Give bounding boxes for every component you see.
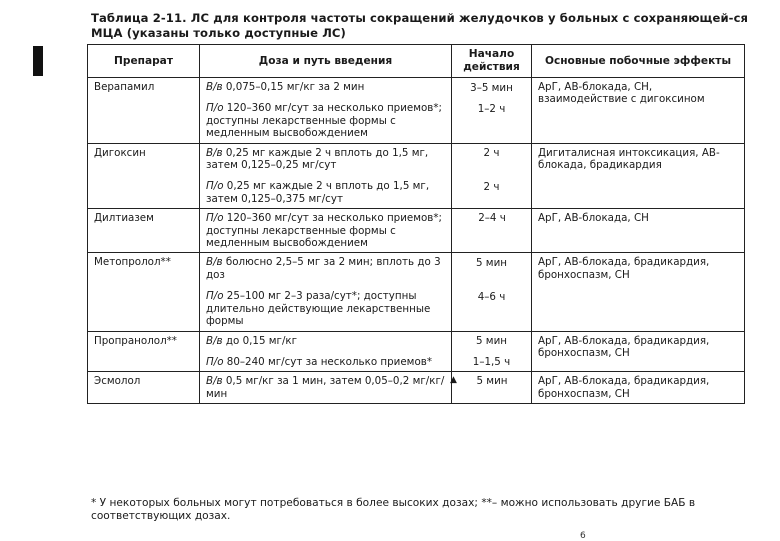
route-label: В/в [206,375,223,388]
table-row [88,331,745,372]
route-label: В/в [206,81,223,93]
route-label: В/в [206,256,223,269]
onset-value: 1–1,5 ч [472,356,511,369]
onset-value: 5 мин [476,375,508,388]
drug-table [87,44,745,404]
dose-cell [200,78,452,144]
onset-value: 2–4 ч [478,212,506,225]
dose-text: 0,075–0,15 мг/кг за 2 мин [222,81,365,93]
table-caption-text: ЛС для контроля частоты сокращений желудочков у больных с сохраняющей-ся МЦА (указаны только доступные ЛС) [91,11,749,40]
table-row [88,78,745,144]
onset-value: 3–5 мин [470,81,513,94]
dose-cell [200,253,452,331]
dose-cell [200,143,452,209]
table-caption [91,11,751,41]
dose-text: 0,25 мг каждые 2 ч вплоть до 1,5 мг, затем 0,125–0,25 мг/сут [206,146,429,172]
onset-cell [452,372,532,404]
dose-entry [206,81,446,93]
onset-cell [452,209,532,253]
dose-entry [206,102,446,139]
page-number: 6 [580,531,586,541]
table-row [88,143,745,209]
dose-entry [206,256,446,281]
dose-text: болюсно 2,5–5 мг за 2 мин; вплоть до 3 доз [206,256,441,281]
onset-value: 5 мин [475,335,508,347]
route-label: П/о [206,290,224,303]
dose-text: до 0,15 мг/кг [222,334,298,347]
dose-text: 120–360 мг/сут за несколько приемов*; доступны лекарственные формы с медленным высвобождением [206,212,442,250]
dose-text: 80–240 мг/сут за несколько приемов* [223,355,432,368]
onset-value: 2 ч [483,180,500,193]
dose-text: 0,25 мг каждые 2 ч вплоть до 1,5 мг, затем 0,125–0,375 мг/сут [206,180,430,205]
onset-value: 4–6 ч [477,290,506,303]
header-dose: Доза и путь введения [200,45,452,78]
onset-value: 2 ч [483,147,500,160]
dose-entry [206,356,446,368]
header-onset: Начало действия [452,45,532,78]
drug-cell: Пропранолол** [88,331,200,372]
dose-text: 0,5 мг/кг за 1 мин, затем 0,05–0,2 мг/кг/мин [206,375,445,400]
dose-cell [200,331,452,372]
table-row [88,209,745,253]
drug-cell: Дилтиазем [88,209,200,253]
table-footnote: * У некоторых больных могут потребоваться в более высоких дозах; **– можно использовать другие БАБ в соответствующих дозах. [91,497,696,522]
onset-value: 5 мин [475,256,508,269]
onset-cell [452,253,532,331]
dose-entry [206,290,446,327]
header-effects: Основные побочные эффекты [532,45,745,78]
table-row [88,372,745,404]
onset-cell [452,78,532,144]
drug-cell: Верапамил [88,78,200,144]
onset-cell [452,331,532,372]
table-row [88,253,745,331]
dose-entry [206,212,446,249]
dose-entry [206,335,446,347]
dose-cell [200,372,452,404]
dose-entry [206,147,446,172]
table-body [88,78,745,404]
drug-cell: Эсмолол [88,372,200,404]
dose-entry [206,375,446,400]
onset-value: 1–2 ч [477,102,506,115]
dose-text: 25–100 мг 2–3 раза/сут*; доступны длительно действующие лекарственные формы [206,290,431,328]
effects-cell: АрГ, АВ-блокада, брадикардия, бронхоспазм, СН [532,253,745,331]
header-drug: Препарат [88,45,200,78]
dose-cell [200,209,452,253]
drug-cell: Метопролол** [88,253,200,331]
route-label: В/в [206,334,223,347]
route-label: П/о [206,212,224,225]
dose-text: 120–360 мг/сут за несколько приемов*; доступны лекарственные формы с медленным высвобождением [206,102,442,140]
table-header-row [88,45,745,78]
drug-cell: Дигоксин [88,143,200,209]
table-caption-label: Таблица 2-11. [91,11,187,25]
stray-mark: ▲ [450,375,457,385]
dose-entry [206,180,446,205]
route-label: П/о [206,180,224,193]
route-label: В/в [206,146,223,159]
route-label: П/о [206,102,224,115]
effects-cell: АрГ, АВ-блокада, СН [532,209,745,253]
effects-cell: АрГ, АВ-блокада, СН, взаимодействие с дигоксином [532,78,745,144]
onset-cell [452,143,532,209]
effects-cell: АрГ, АВ-блокада, брадикардия, бронхоспазм, СН [532,331,745,372]
margin-marker [33,46,43,76]
route-label: П/о [206,355,224,368]
effects-cell: Дигиталисная интоксикация, АВ-блокада, брадикардия [532,143,745,209]
effects-cell: АрГ, АВ-блокада, брадикардия, бронхоспазм, СН [532,372,745,404]
